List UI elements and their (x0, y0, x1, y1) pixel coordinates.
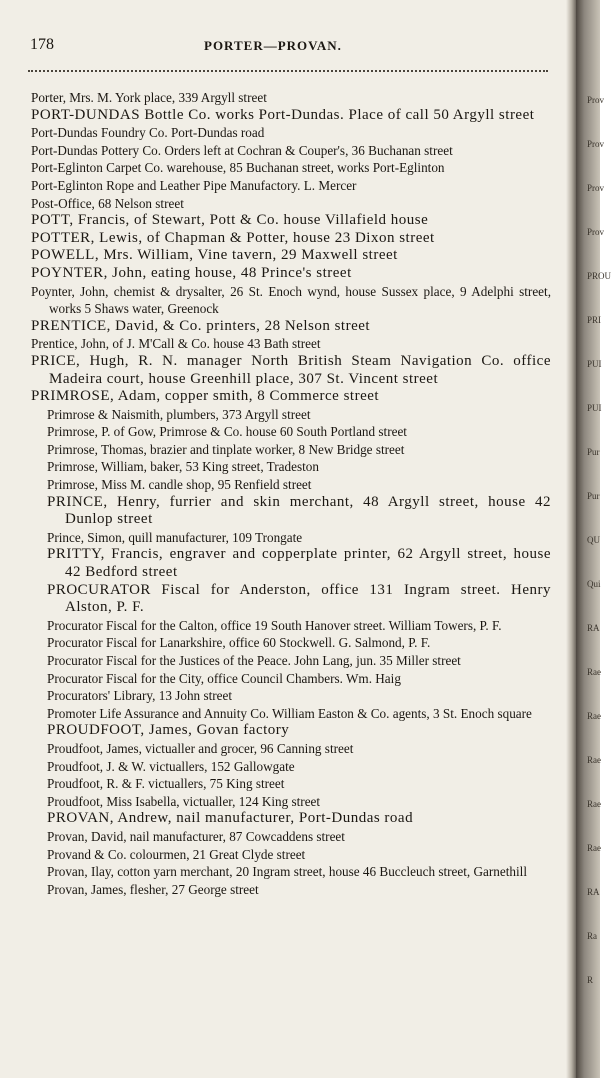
entry-heading: Procurator (47, 635, 103, 651)
directory-entry (31, 617, 551, 635)
entry-heading: POTTER, (31, 229, 95, 246)
directory-entry (31, 212, 551, 230)
entry-heading: Post-Office, (31, 195, 95, 211)
entry-text: Pottery Co. Orders left at Cochran & Couper's, 36 Buchanan street (97, 142, 453, 158)
opposite-page-fragment: Qui (587, 579, 601, 589)
opposite-page-fragment: Prov (587, 95, 605, 105)
entry-text: P. of Gow, Primrose & Co. house 60 South Portland street (97, 424, 407, 440)
entry-heading: Provan, (47, 828, 88, 844)
entry-text: R. & F. victuallers, 75 King street (103, 776, 285, 792)
entry-text: David, & Co. printers, 28 Nelson street (110, 317, 371, 334)
directory-entry (31, 159, 551, 177)
directory-entry (31, 863, 551, 881)
entry-text: Foundry Co. Port-Dundas road (97, 125, 265, 141)
entry-text: Andrew, nail manufacturer, Port-Dundas road (114, 810, 414, 827)
entry-heading: PRITTY, (47, 546, 105, 563)
directory-entry (31, 89, 551, 107)
directory-entry (31, 670, 551, 688)
directory-entry (31, 107, 551, 125)
entry-heading: PRENTICE, (31, 317, 111, 334)
entry-text: Adam, copper smith, 8 Commerce street (114, 388, 380, 405)
entry-heading: Procurator (47, 670, 103, 686)
directory-entry (31, 810, 551, 828)
entry-text: Carpet Co. warehouse, 85 Buchanan street, works Port-Eglinton (102, 160, 445, 176)
entry-heading: Port-Eglinton (31, 177, 103, 193)
entry-heading: Primrose, (47, 441, 98, 457)
entry-text: Fiscal for the Calton, office 19 South Hanover street. William Towers, P. F. (102, 617, 502, 633)
entry-heading: Promoter (47, 705, 97, 721)
opposite-page-fragment: PROU (587, 271, 611, 281)
opposite-page-fragment: Pur (587, 447, 600, 457)
entry-text: Francis, engraver and copperplate printer, 62 Argyll street, house 42 Bedford street (65, 546, 551, 581)
directory-entry (31, 283, 551, 318)
opposite-page-fragment: Rae (587, 711, 601, 721)
directory-entry (31, 124, 551, 142)
directory-entry (31, 177, 551, 195)
directory-entry (31, 828, 551, 846)
opposite-page-fragment: Rae (587, 843, 601, 853)
directory-entry (31, 353, 551, 388)
directory-entry (31, 406, 551, 424)
opposite-page-fragment: Ra (587, 931, 597, 941)
opposite-page-fragment: R (587, 975, 594, 985)
opposite-page-fragment: PUI (587, 403, 602, 413)
opposite-page-fragment: Prov (587, 139, 605, 149)
entry-text: Fiscal for Anderston, office 131 Ingram street. Henry Alston, P. F. (65, 581, 551, 616)
entry-heading: Provan, (47, 881, 88, 897)
directory-entry (31, 458, 551, 476)
entry-heading: Procurators' (47, 688, 111, 704)
entry-text: Hugh, R. N. manager North British Steam Navigation Co. office Madeira court, house Greenhill place, 307 St. Vincent street (49, 352, 551, 387)
entry-heading: PRICE, (31, 352, 81, 369)
directory-entry (31, 529, 551, 547)
directory-entry (31, 494, 551, 529)
entry-heading: Provand (47, 846, 91, 862)
entry-heading: PROVAN, (47, 810, 114, 827)
opposite-page-fragment: Pur (587, 491, 600, 501)
opposite-page-fragment: Rae (587, 667, 601, 677)
entry-heading: Port-Eglinton (31, 160, 103, 176)
entry-text: Library, 13 John street (110, 688, 233, 704)
entry-heading: Proudfoot, (47, 740, 104, 756)
entry-heading: POTT, (31, 212, 74, 229)
entry-text: Rope and Leather Pipe Manufactory. L. Mercer (102, 177, 357, 193)
opposite-page-fragment: Rae (587, 799, 601, 809)
entry-heading: Primrose (47, 406, 95, 422)
directory-entries (31, 89, 551, 898)
opposite-page-fragment: RA (587, 623, 600, 633)
entry-text: Lewis, of Chapman & Potter, house 23 Dixon street (94, 229, 435, 246)
entry-text: 68 Nelson street (94, 195, 184, 211)
page-number: 178 (30, 36, 54, 53)
directory-entry (31, 793, 551, 811)
directory-entry (31, 705, 551, 723)
directory-entry (31, 687, 551, 705)
directory-entry (31, 881, 551, 899)
entry-text: Mrs. William, Vine tavern, 29 Maxwell street (99, 247, 398, 264)
entry-heading: PORT-DUNDAS (31, 106, 141, 123)
entry-heading: Prince, (47, 529, 84, 545)
entry-text: James, Govan factory (144, 722, 290, 739)
entry-heading: Primrose, (47, 477, 98, 493)
directory-entry (31, 546, 551, 581)
entry-heading: Procurator (47, 653, 103, 668)
directory-entry (31, 265, 551, 283)
page-header (30, 36, 552, 54)
opposite-page-edge (576, 0, 611, 1078)
entry-heading: Proudfoot, (47, 793, 104, 809)
directory-entry (31, 441, 551, 459)
entry-text: Miss M. candle shop, 95 Renfield street (97, 477, 312, 493)
entry-heading: Poynter, (31, 283, 75, 299)
entry-heading: PRINCE, (47, 493, 108, 510)
entry-heading: Primrose, (47, 424, 98, 440)
directory-entry (31, 423, 551, 441)
directory-entry (31, 230, 551, 248)
opposite-page-fragment: PRI (587, 315, 602, 325)
directory-entry (31, 195, 551, 213)
directory-entry (31, 775, 551, 793)
book-gutter (566, 0, 576, 1078)
entry-heading: POWELL, (31, 247, 100, 264)
entry-heading: Primrose, (47, 459, 98, 475)
entry-text: Fiscal for the City, office Council Chambers. Wm. Haig (102, 670, 401, 686)
entry-text: Fiscal for Lanarkshire, office 60 Stockwell. G. Salmond, P. F. (102, 635, 431, 651)
entry-heading: PROUDFOOT, (47, 722, 145, 739)
directory-entry (31, 335, 551, 353)
entry-text: Simon, quill manufacturer, 109 Trongate (84, 529, 303, 545)
directory-entry (31, 722, 551, 740)
opposite-page-fragment: PUI (587, 359, 602, 369)
opposite-page-fragment: QU (587, 535, 600, 545)
directory-entry (31, 142, 551, 160)
entry-text: Bottle Co. works Port-Dundas. Place of call 50 Argyll street (140, 106, 535, 123)
entry-heading: Proudfoot, (47, 758, 104, 774)
entry-heading: Prentice, (31, 336, 78, 352)
entry-text: Francis, of Stewart, Pott & Co. house Villafield house (73, 212, 429, 229)
entry-text: Fiscal for the Justices of the Peace. John Lang, jun. 35 Miller street (102, 653, 461, 668)
entry-text: James, flesher, 27 George street (87, 881, 259, 897)
entry-text: James, victualler and grocer, 96 Canning street (103, 740, 354, 756)
directory-entry (31, 247, 551, 265)
entry-text: Miss Isabella, victualler, 124 King street (103, 793, 321, 809)
directory-entry (31, 634, 551, 652)
entry-heading: Provan, (47, 864, 88, 880)
header-rule (28, 70, 548, 72)
directory-entry (31, 582, 551, 617)
entry-heading: Port-Dundas (31, 125, 98, 141)
directory-entry (31, 388, 551, 406)
entry-heading: Port-Dundas (31, 142, 98, 158)
entry-text: J. & W. victuallers, 152 Gallowgate (103, 758, 295, 774)
entry-heading: PROCURATOR (47, 581, 151, 598)
running-head: PORTER—PROVAN. (204, 38, 342, 53)
entry-text: & Co. colourmen, 21 Great Clyde street (90, 846, 306, 862)
entry-text: Thomas, brazier and tinplate worker, 8 New Bridge street (97, 441, 405, 457)
directory-entry (31, 476, 551, 494)
entry-text: John, chemist & drysalter, 26 St. Enoch wynd, house Sussex place, 9 Adelphi street, works 5 Shaws water, Greenock (49, 283, 551, 317)
entry-heading: POYNTER, (31, 264, 108, 281)
entry-text: & Naismith, plumbers, 373 Argyll street (94, 406, 311, 422)
entry-heading: PRIMROSE, (31, 388, 115, 405)
directory-entry (31, 740, 551, 758)
directory-entry (31, 318, 551, 336)
entry-heading: Procurator (47, 617, 103, 633)
entry-text: Life Assurance and Annuity Co. William Easton & Co. agents, 3 St. Enoch square (96, 705, 532, 721)
entry-text: Henry, furrier and skin merchant, 48 Argyll street, house 42 Dunlop street (65, 493, 551, 528)
directory-entry (31, 846, 551, 864)
opposite-page-fragment: RA (587, 887, 600, 897)
entry-text: John, eating house, 48 Prince's street (107, 264, 352, 281)
entry-text: John, of J. M'Call & Co. house 43 Bath street (77, 336, 321, 352)
entry-heading: Proudfoot, (47, 776, 104, 792)
entry-text: David, nail manufacturer, 87 Cowcaddens street (87, 828, 345, 844)
entry-heading: Porter, (31, 90, 66, 105)
entry-text: Ilay, cotton yarn merchant, 20 Ingram street, house 46 Buccleuch street, Garnethill (87, 864, 527, 880)
directory-entry (31, 758, 551, 776)
entry-text: William, baker, 53 King street, Tradeston (97, 459, 319, 475)
opposite-page-fragment: Prov (587, 183, 605, 193)
opposite-page-fragment: Prov (587, 227, 605, 237)
directory-entry (31, 652, 551, 670)
entry-text: Mrs. M. York place, 339 Argyll street (66, 90, 267, 105)
opposite-page-fragment: Rae (587, 755, 601, 765)
